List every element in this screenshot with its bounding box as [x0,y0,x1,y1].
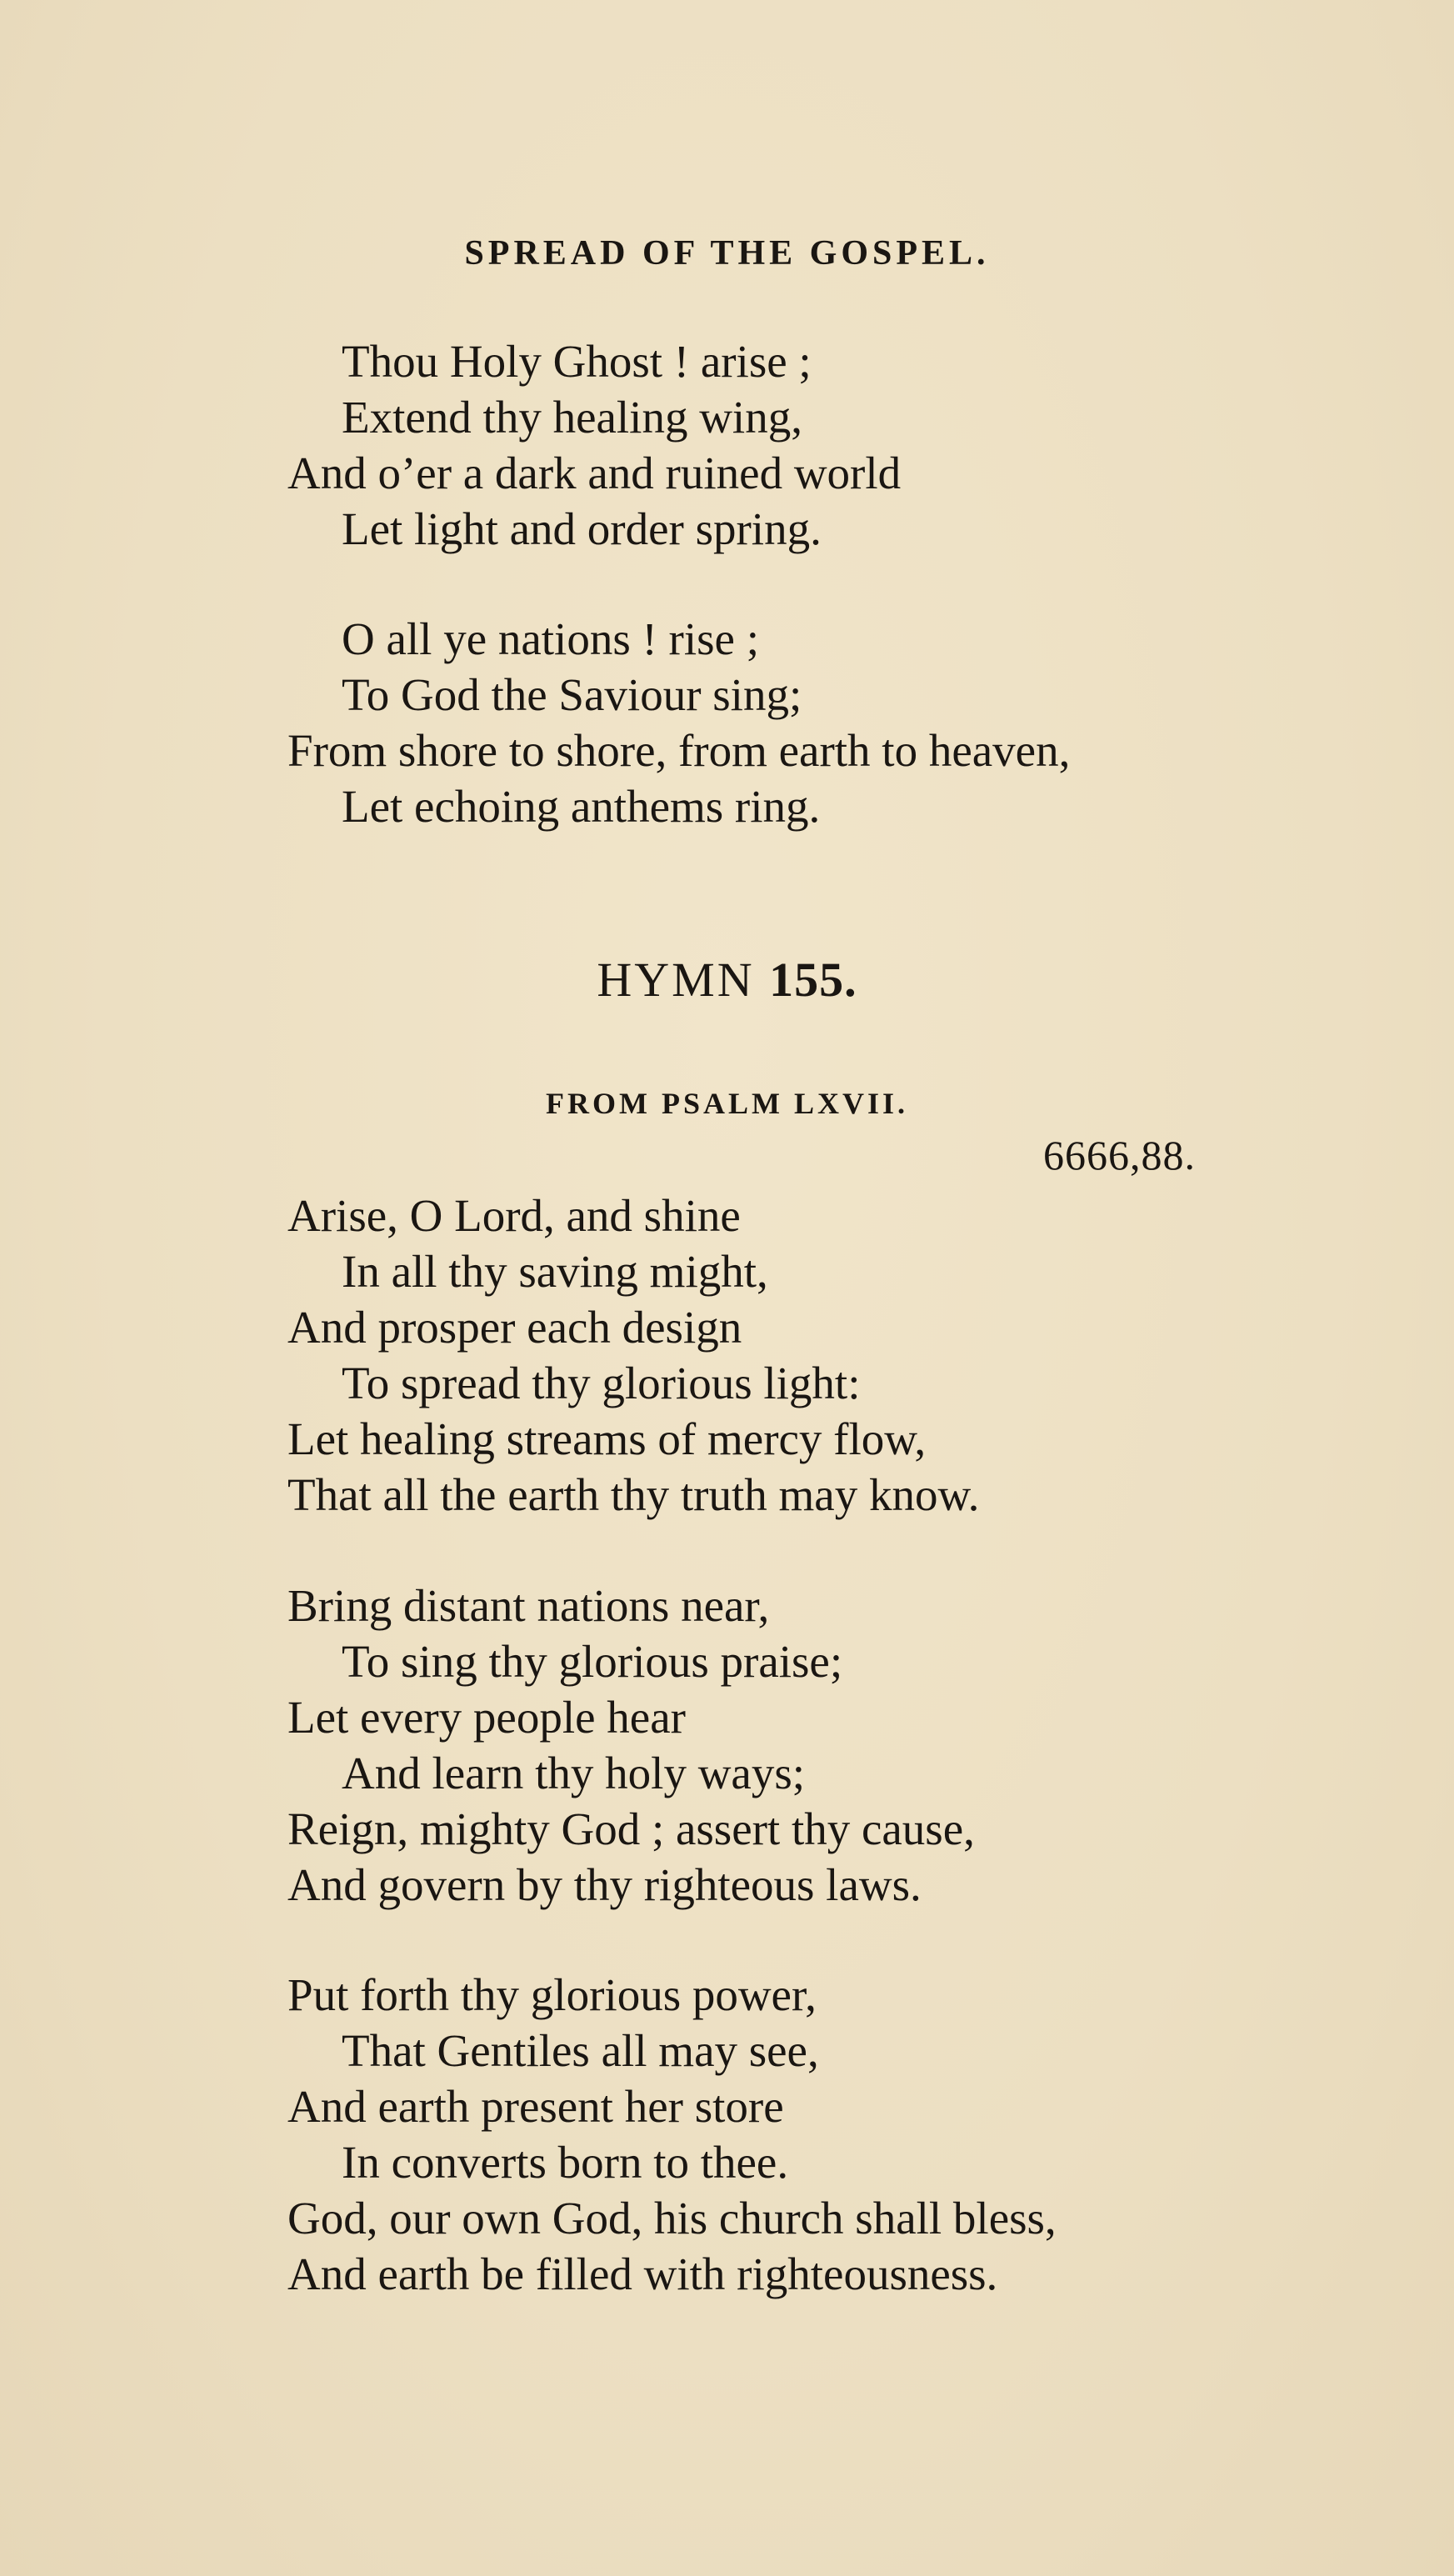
verse-line: And learn thy holy ways; [342,1748,806,1798]
verse-line: And o’er a dark and ruined world [287,448,902,498]
verse-line: To sing thy glorious praise; [342,1636,843,1687]
verse-line: To spread thy glorious light: [342,1358,861,1408]
verse-line: Extend thy healing wing, [342,392,802,443]
verse-line: To God the Saviour sing; [342,669,802,720]
verse-line: And earth be filled with righteousness. [287,2248,998,2299]
verse-line: From shore to shore, from earth to heaven, [287,725,1071,776]
hymn-title [0,952,1454,1008]
hymn-number: 155. [769,953,857,1007]
verse-line: Put forth thy glorious power, [287,1969,817,2020]
stanza-top-2 [287,611,1070,834]
verse-line: In all thy saving might, [342,1246,768,1297]
verse-line: Let light and order spring. [342,503,822,554]
running-head: SPREAD OF THE GOSPEL. [464,234,990,273]
verse-line: God, our own God, his church shall bless, [287,2193,1057,2243]
verse-line: Thou Holy Ghost ! arise ; [342,336,812,387]
verse-line: That all the earth thy truth may know. [287,1469,980,1520]
verse-line: Let every people hear [287,1692,686,1743]
verse-line: And govern by thy righteous laws. [287,1859,922,1910]
verse-line: Bring distant nations near, [287,1580,770,1631]
verse-line: And earth present her store [287,2081,784,2132]
verse-line: That Gentiles all may see, [342,2025,819,2076]
verse-line: And prosper each design [287,1302,742,1353]
stanza-hymn-3 [287,1967,1057,2302]
stanza-hymn-2 [287,1578,975,1913]
verse-line: Let echoing anthems ring. [342,781,821,832]
verse-line: In converts born to thee. [342,2137,789,2188]
hymn-source: FROM PSALM LXVII. [546,1087,908,1120]
stanza-top-1 [287,333,901,557]
hymn-meter: 6666,88. [1043,1132,1196,1178]
verse-line: Reign, mighty God ; assert thy cause, [287,1803,975,1854]
verse-line: O all ye nations ! rise ; [342,613,759,664]
verse-line: Arise, O Lord, and shine [287,1190,741,1241]
hymn-label: HYMN [597,953,755,1007]
verse-line: Let healing streams of mercy flow, [287,1413,927,1464]
stanza-hymn-1 [287,1188,979,1523]
